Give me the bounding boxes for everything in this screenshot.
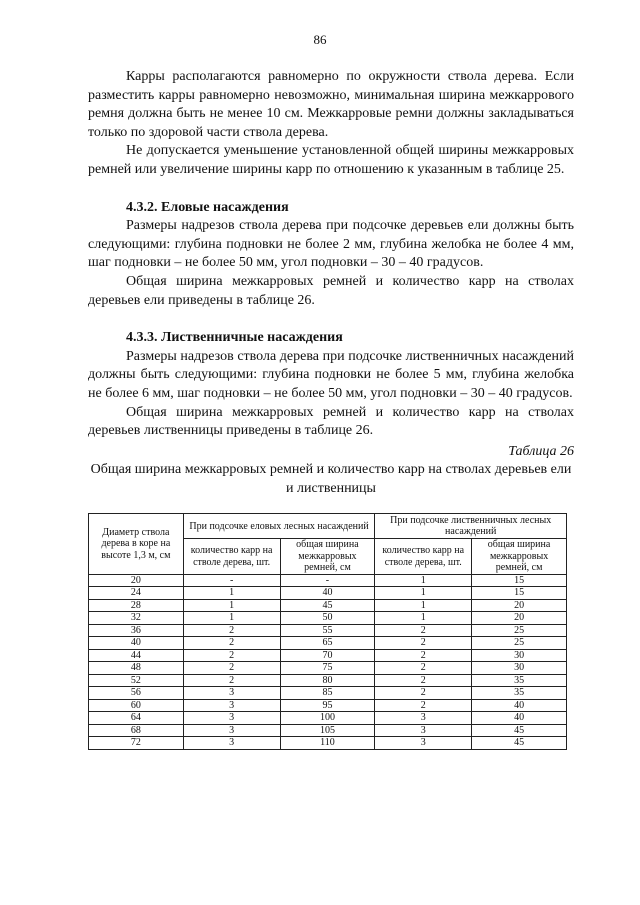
header-diameter: Диаметр ствола дерева в коре на высоте 1,3 м, см: [89, 514, 184, 575]
cell-count-larch: 1: [375, 587, 472, 600]
heading-spruce-stands: 4.3.2. Еловые насаждения: [126, 199, 289, 215]
paragraph-spruce-table-ref: Общая ширина межкарровых ремней и количество карр на стволах деревьев ели приведены в таблице 26.: [88, 273, 574, 308]
cell-count-larch: 3: [375, 724, 472, 737]
cell-count-larch: 2: [375, 624, 472, 637]
cell-count-spruce: 2: [183, 662, 280, 675]
cell-count-spruce: 2: [183, 649, 280, 662]
table-row: [89, 599, 567, 612]
cell-diameter: 44: [89, 649, 184, 662]
table-caption: Общая ширина межкарровых ремней и количество карр на стволах деревьев ели и лиственницы: [90, 462, 572, 496]
cell-count-larch: 3: [375, 737, 472, 750]
cell-width-larch: 30: [472, 649, 567, 662]
cell-width-spruce: 40: [280, 587, 375, 600]
cell-count-spruce: 3: [183, 687, 280, 700]
cell-count-larch: 2: [375, 674, 472, 687]
cell-width-larch: 25: [472, 624, 567, 637]
paragraph-larch-cut-sizes: Размеры надрезов ствола дерева при подсочке лиственничных насаждений должны быть следующими: глубина подновки не более 5 мм, глубина желобка не более 6 мм, шаг подновки – не более 50 мм, угол подновки – 30 – 40 градусов.: [88, 348, 574, 401]
cell-width-spruce: 95: [280, 699, 375, 712]
cell-count-spruce: 1: [183, 599, 280, 612]
paragraph-larch-table-ref: Общая ширина межкарровых ремней и количество карр на стволах деревьев лиственницы приведены в таблице 26.: [88, 404, 574, 439]
cell-width-spruce: 75: [280, 662, 375, 675]
cell-count-larch: 1: [375, 574, 472, 587]
cell-count-larch: 2: [375, 699, 472, 712]
cell-width-larch: 30: [472, 662, 567, 675]
cell-diameter: 20: [89, 574, 184, 587]
cell-count-larch: 2: [375, 637, 472, 650]
cell-width-larch: 20: [472, 612, 567, 625]
cell-width-larch: 35: [472, 674, 567, 687]
header-width-spruce: общая ширина межкарровых ремней, см: [280, 539, 375, 575]
table-row: [89, 712, 567, 725]
cell-width-spruce: 105: [280, 724, 375, 737]
cell-diameter: 36: [89, 624, 184, 637]
cell-width-larch: 40: [472, 699, 567, 712]
table-row: [89, 687, 567, 700]
cell-width-spruce: 70: [280, 649, 375, 662]
table-row: [89, 637, 567, 650]
cell-count-spruce: 2: [183, 624, 280, 637]
table-body: [89, 574, 567, 749]
cell-diameter: 48: [89, 662, 184, 675]
paragraph-width-restriction: Не допускается уменьшение установленной общей ширины межкарровых ремней или увеличение ширины карр по отношению к указанным в таблице 25.: [88, 143, 574, 177]
table-row: [89, 612, 567, 625]
cell-width-larch: 45: [472, 737, 567, 750]
cell-width-larch: 40: [472, 712, 567, 725]
paragraph-spruce-cut-sizes: Размеры надрезов ствола дерева при подсочке деревьев ели должны быть следующими: глубина подновки не более 2 мм, глубина желобка не более 4 мм, шаг подновки – не более 50 мм, угол подновки – 30 – 40 градусов.: [88, 218, 574, 271]
cell-width-larch: 20: [472, 599, 567, 612]
header-count-spruce: количество карр на стволе дерева, шт.: [183, 539, 280, 575]
paragraph-carr-placement: Карры располагаются равномерно по окружности ствола дерева. Если разместить карры равномерно невозможно, минимальная ширина межкаррового ремня должна быть не менее 10 см. Межкарровые ремни должны закладываться только по здоровой части ствола дерева.: [88, 69, 574, 140]
cell-count-spruce: 3: [183, 737, 280, 750]
heading-larch-stands: 4.3.3. Лиственничные насаждения: [126, 330, 343, 346]
cell-width-spruce: 55: [280, 624, 375, 637]
table-label: Таблица 26: [508, 443, 574, 459]
cell-count-larch: 1: [375, 599, 472, 612]
cell-diameter: 32: [89, 612, 184, 625]
table-row: [89, 662, 567, 675]
cell-width-spruce: 80: [280, 674, 375, 687]
cell-diameter: 24: [89, 587, 184, 600]
cell-count-larch: 2: [375, 662, 472, 675]
cell-width-larch: 15: [472, 574, 567, 587]
cell-diameter: 40: [89, 637, 184, 650]
cell-count-larch: 1: [375, 612, 472, 625]
table-row: [89, 649, 567, 662]
cell-width-spruce: 45: [280, 599, 375, 612]
table-row: [89, 724, 567, 737]
cell-diameter: 68: [89, 724, 184, 737]
cell-diameter: 64: [89, 712, 184, 725]
table-row: [89, 699, 567, 712]
header-group-spruce: При подсочке еловых лесных насаждений: [183, 514, 375, 539]
cell-diameter: 60: [89, 699, 184, 712]
page-number: 86: [313, 32, 327, 47]
header-group-larch: При подсочке лиственничных лесных насаждений: [375, 514, 567, 539]
cell-count-larch: 2: [375, 687, 472, 700]
cell-width-larch: 35: [472, 687, 567, 700]
cell-width-larch: 15: [472, 587, 567, 600]
table-row: [89, 624, 567, 637]
cell-count-spruce: 2: [183, 674, 280, 687]
table-row: [89, 574, 567, 587]
cell-count-larch: 3: [375, 712, 472, 725]
table-row: [89, 587, 567, 600]
cell-width-larch: 45: [472, 724, 567, 737]
table-row: [89, 674, 567, 687]
document-body: [88, 68, 574, 750]
cell-diameter: 28: [89, 599, 184, 612]
cell-count-spruce: -: [183, 574, 280, 587]
cell-count-spruce: 2: [183, 637, 280, 650]
cell-count-spruce: 1: [183, 587, 280, 600]
cell-width-spruce: 100: [280, 712, 375, 725]
cell-count-spruce: 3: [183, 712, 280, 725]
cell-count-larch: 2: [375, 649, 472, 662]
cell-diameter: 56: [89, 687, 184, 700]
cell-diameter: 52: [89, 674, 184, 687]
cell-count-spruce: 3: [183, 699, 280, 712]
header-width-larch: общая ширина межкарровых ремней, см: [472, 539, 567, 575]
cell-width-spruce: 85: [280, 687, 375, 700]
resin-tapping-table: [88, 513, 567, 750]
cell-diameter: 72: [89, 737, 184, 750]
cell-count-spruce: 3: [183, 724, 280, 737]
cell-width-spruce: -: [280, 574, 375, 587]
cell-width-spruce: 65: [280, 637, 375, 650]
cell-count-spruce: 1: [183, 612, 280, 625]
cell-width-spruce: 50: [280, 612, 375, 625]
table-row: [89, 737, 567, 750]
cell-width-spruce: 110: [280, 737, 375, 750]
header-count-larch: количество карр на стволе дерева, шт.: [375, 539, 472, 575]
cell-width-larch: 25: [472, 637, 567, 650]
